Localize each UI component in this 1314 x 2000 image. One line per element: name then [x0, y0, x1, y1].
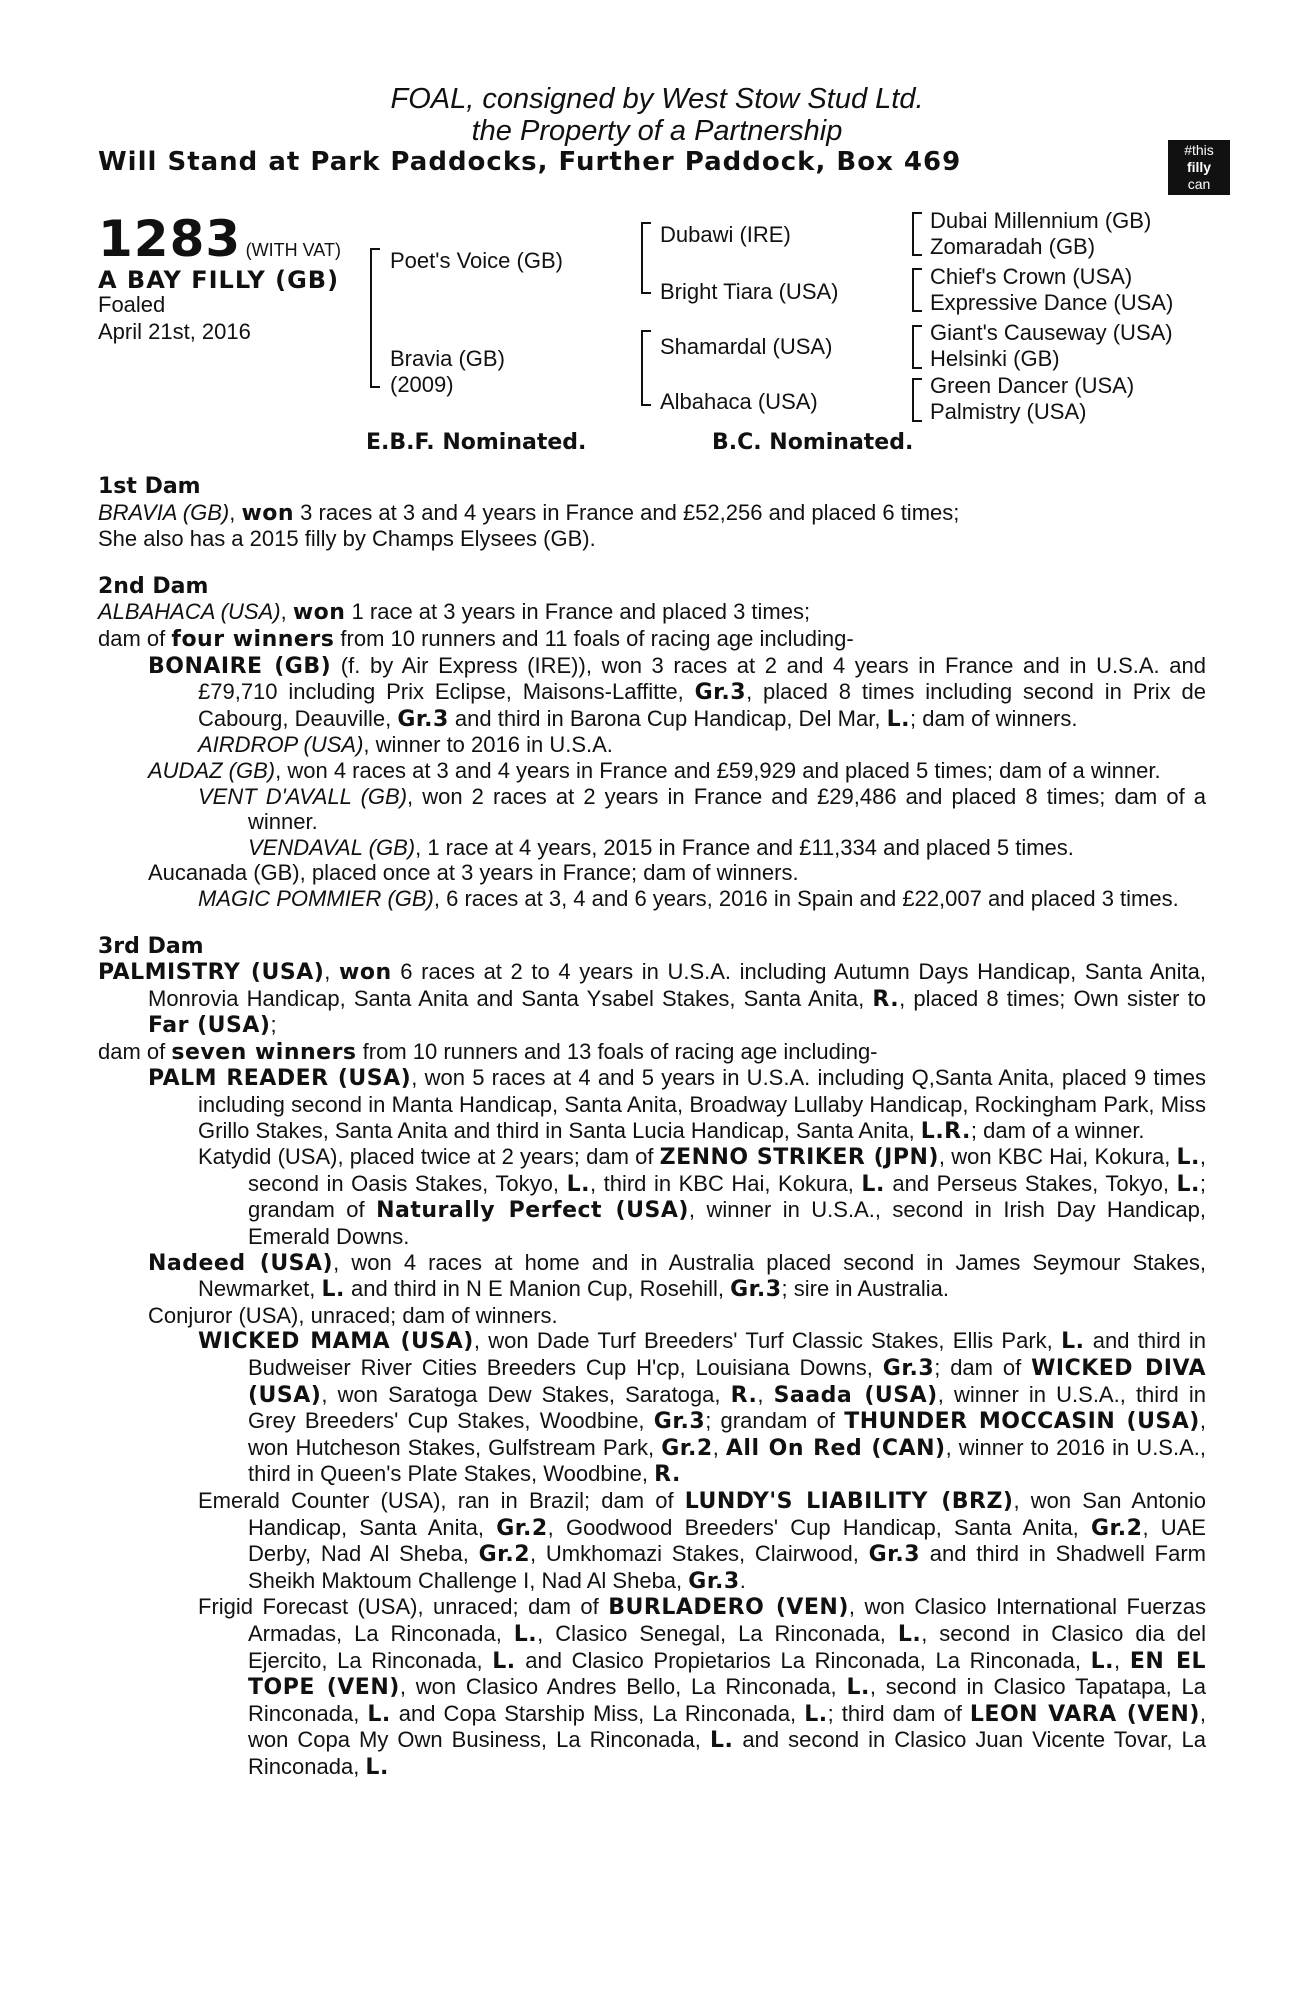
produce-entry: PALM READER (USA), won 5 races at 4 and 5 years in U.S.A. including Q,Santa Anita, placed 9 times including second in Manta Handicap, Santa Anita, Broadway Lullaby Handicap, Rockingham Park, Miss Grillo Stakes, Santa Anita and third in Santa Lucia Handicap, Santa Anita, L.R.; dam of a winner. — [148, 1065, 1206, 1144]
pedigree-brace-gen3-2 — [912, 268, 922, 312]
dam2-produce-summary: dam of four winners from 10 runners and 11 foals of racing age including- — [98, 625, 854, 652]
foaled-date: April 21st, 2016 — [98, 319, 251, 344]
pedigree-brace-gen2-dam — [641, 330, 651, 406]
produce-entry: AIRDROP (USA), winner to 2016 in U.S.A. — [198, 732, 613, 758]
produce-entry: MAGIC POMMIER (GB), 6 races at 3, 4 and 6 years, 2016 in Spain and £22,007 and placed 3 times. — [198, 885, 1179, 911]
dam1-produce: She also has a 2015 filly by Champs Elysees (GB). — [98, 526, 596, 552]
pedigree-dsd: Helsinki (GB) — [930, 346, 1060, 371]
dam3-produce-summary: dam of seven winners from 10 runners and 13 foals of racing age including- — [98, 1038, 878, 1065]
produce-entry: Conjuror (USA), unraced; dam of winners. — [148, 1302, 558, 1328]
pedigree-dds: Green Dancer (USA) — [930, 373, 1135, 398]
pedigree-sss: Dubai Millennium (GB) — [930, 208, 1152, 233]
catalogue-body — [98, 474, 1206, 1781]
pedigree-brace-gen3-1 — [912, 212, 922, 256]
pedigree-sds: Chief's Crown (USA) — [930, 264, 1133, 289]
lot-number-line — [98, 210, 341, 268]
stand-location: Will Stand at Park Paddocks, Further Paddock, Box 469 — [98, 147, 962, 177]
pedigree-dam-sire: Shamardal (USA) — [660, 334, 833, 359]
pedigree-dam: Bravia (GB) — [390, 346, 505, 371]
pedigree-sdd: Expressive Dance (USA) — [930, 290, 1174, 315]
lot-name: A BAY FILLY (GB) — [98, 266, 340, 294]
pedigree-sire-dam: Bright Tiara (USA) — [660, 279, 839, 304]
pedigree-brace-gen3-3 — [912, 325, 922, 369]
produce-entry: Katydid (USA), placed twice at 2 years; dam of ZENNO STRIKER (JPN), won KBC Hai, Kokura, L., second in Oasis Stakes, Tokyo, L., third in KBC Hai, Kokura, L. and Perseus Stakes, Tokyo, L.; grandam of Naturally Perfect (USA), winner in U.S.A., second in Irish Day Handicap, Emerald Downs. — [198, 1144, 1206, 1250]
produce-entry: AUDAZ (GB), won 4 races at 3 and 4 years in France and £59,929 and placed 5 times; dam of a winner. — [148, 757, 1161, 783]
pedigree-brace-gen2-sire — [641, 222, 651, 294]
produce-entry: WICKED MAMA (USA), won Dade Turf Breeders' Turf Classic Stakes, Ellis Park, L. and third in Budweiser River Cities Breeders Cup H'cp, Louisiana Downs, Gr.3; dam of WICKED DIVA (USA), won Saratoga Dew Stakes, Saratoga, R., Saada (USA), winner in U.S.A., third in Grey Breeders' Cup Stakes, Woodbine, Gr.3; grandam of THUNDER MOCCASIN (USA), won Hutcheson Stakes, Gulfstream Park, Gr.2, All On Red (CAN), winner to 2016 in U.S.A., third in Queen's Plate Stakes, Woodbine, R. — [198, 1328, 1207, 1488]
ebf-nominated: E.B.F. Nominated. — [366, 430, 587, 455]
section-heading-3rd-dam: 3rd Dam — [98, 933, 204, 959]
this-filly-can-logo: #this filly can — [1168, 140, 1230, 195]
pedigree-dam-year: (2009) — [390, 372, 454, 397]
consignor-line: FOAL, consigned by West Stow Stud Ltd. — [390, 83, 924, 115]
bc-nominated: B.C. Nominated. — [712, 430, 914, 455]
dam2-paragraph: ALBAHACA (USA), won 1 race at 3 years in France and placed 3 times; — [98, 599, 811, 626]
section-heading-2nd-dam: 2nd Dam — [98, 573, 209, 599]
section-heading-1st-dam: 1st Dam — [98, 474, 201, 499]
produce-entry: VENT D'AVALL (GB), won 2 races at 2 years in France and £29,486 and placed 8 times; dam of a winner. — [198, 783, 1206, 835]
vat-label: (WITH VAT) — [245, 240, 341, 260]
pedigree-brace-gen1 — [370, 248, 380, 388]
pedigree-ddd: Palmistry (USA) — [930, 399, 1087, 424]
pedigree-sire-sire: Dubawi (IRE) — [660, 222, 791, 247]
produce-entry: Nadeed (USA), won 4 races at home and in Australia placed second in James Seymour Stakes, Newmarket, L. and third in N E Manion Cup, Rosehill, Gr.3; sire in Australia. — [148, 1249, 1206, 1303]
dam1-paragraph: BRAVIA (GB), won 3 races at 3 and 4 years in France and £52,256 and placed 6 times; — [98, 499, 960, 526]
pedigree-dam-dam: Albahaca (USA) — [660, 389, 818, 414]
pedigree-sire: Poet's Voice (GB) — [390, 248, 563, 273]
produce-entry: VENDAVAL (GB), 1 race at 4 years, 2015 in France and £11,334 and placed 5 times. — [248, 834, 1074, 860]
produce-entry: Emerald Counter (USA), ran in Brazil; dam of LUNDY'S LIABILITY (BRZ), won San Antonio Handicap, Santa Anita, Gr.2, Goodwood Breeders' Cup Handicap, Santa Anita, Gr.2, UAE Derby, Nad Al Sheba, Gr.2, Umkhomazi Stakes, Clairwood, Gr.3 and third in Shadwell Farm Sheikh Maktoum Challenge I, Nad Al Sheba, Gr.3. — [198, 1487, 1207, 1594]
pedigree-brace-gen3-4 — [912, 378, 922, 422]
produce-entry: BONAIRE (GB) (f. by Air Express (IRE)), won 3 races at 2 and 4 years in France and in U.S.A. and £79,710 including Prix Eclipse, Maisons-Laffitte, Gr.3, placed 8 times including second in Prix de Cabourg, Deauville, Gr.3 and third in Barona Cup Handicap, Del Mar, L.; dam of winners. — [148, 652, 1206, 732]
pedigree-ssd: Zomaradah (GB) — [930, 234, 1096, 259]
produce-entry: Frigid Forecast (USA), unraced; dam of BURLADERO (VEN), won Clasico International Fuerzas Armadas, La Rinconada, L., Clasico Senegal, La Rinconada, L., second in Clasico dia del Ejercito, La Rinconada, L. and Clasico Propietarios La Rinconada, La Rinconada, L., EN EL TOPE (VEN), won Clasico Andres Bello, La Rinconada, L., second in Clasico Tapatapa, La Rinconada, L. and Copa Starship Miss, La Rinconada, L.; third dam of LEON VARA (VEN), won Copa My Own Business, La Rinconada, L. and second in Clasico Juan Vicente Tovar, La Rinconada, L. — [198, 1594, 1207, 1780]
property-line: the Property of a Partnership — [471, 115, 843, 147]
foaled-label: Foaled — [98, 292, 166, 317]
produce-entry: Aucanada (GB), placed once at 3 years in France; dam of winners. — [148, 860, 799, 886]
lot-number: 1283 — [98, 210, 242, 268]
dam3-paragraph: PALMISTRY (USA), won 6 races at 2 to 4 years in U.S.A. including Autumn Days Handicap, Santa Anita, Monrovia Handicap, Santa Anita and Santa Ysabel Stakes, Santa Anita, R., placed 8 times; Own sister to Far (USA); — [98, 959, 1206, 1039]
pedigree-dss: Giant's Causeway (USA) — [930, 320, 1173, 345]
